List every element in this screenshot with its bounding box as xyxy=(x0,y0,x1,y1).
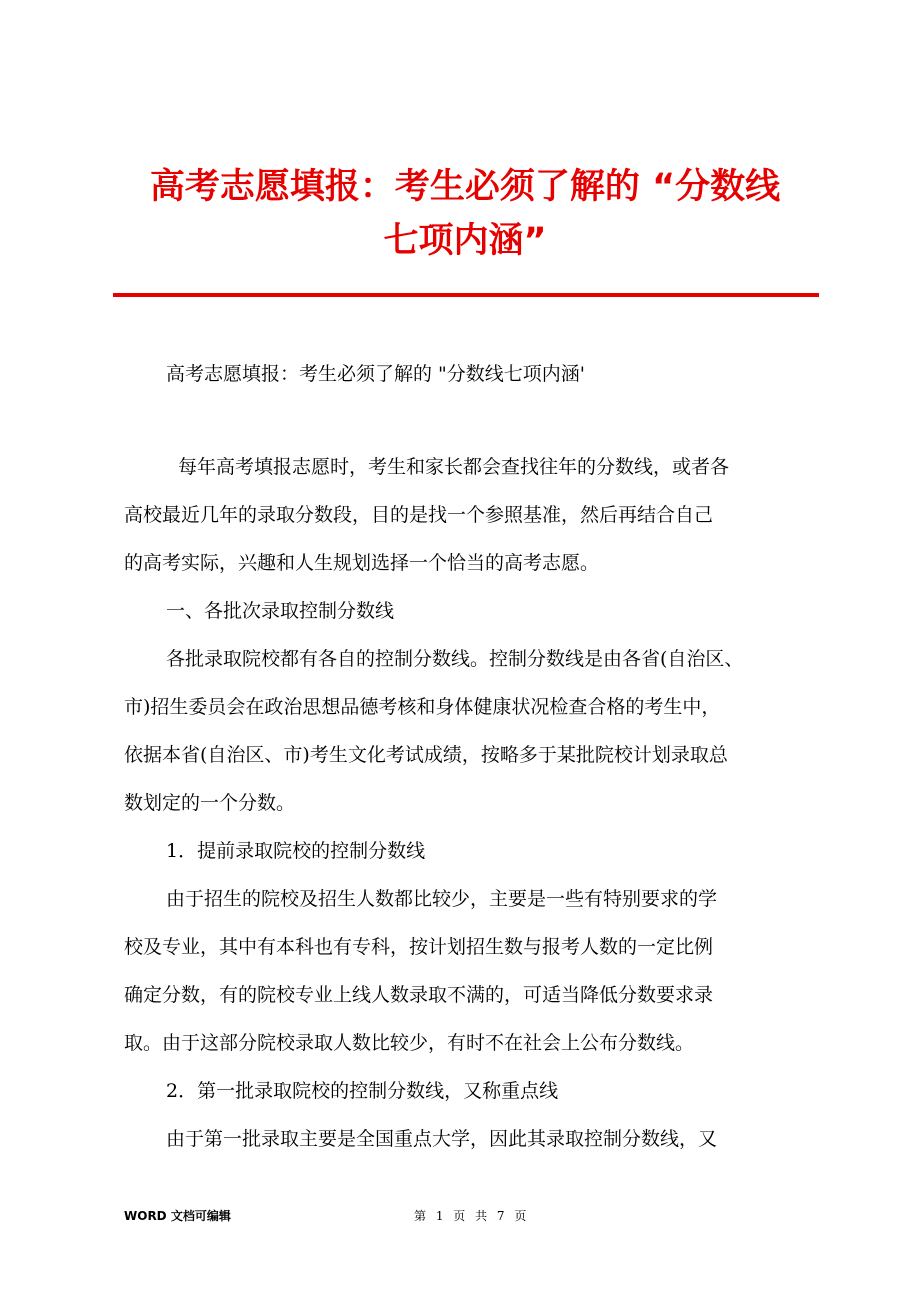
footer-editable-note: WORD 文档可编辑 xyxy=(124,1209,231,1223)
title-line-1: 高考志愿填报：考生必须了解的 “分数线 xyxy=(149,167,781,207)
intro-paragraph xyxy=(124,443,824,587)
item1-heading xyxy=(124,827,824,875)
item1-line-3: 确定分数，有的院校专业上线人数录取不满的，可适当降低分数要求录 xyxy=(124,984,714,1006)
item1-paragraph xyxy=(124,875,824,1067)
intro-line-2: 高校最近几年的录取分数段，目的是找一个参照基准，然后再结合自己 xyxy=(124,504,714,526)
subtitle-paragraph xyxy=(124,350,824,398)
item1-line-2: 校及专业，其中有本科也有专科，按计划招生数与报考人数的一定比例 xyxy=(124,936,714,958)
title-underline-rule xyxy=(113,293,819,297)
item2-line-1: 由于第一批录取主要是全国重点大学，因此其录取控制分数线，又 xyxy=(166,1128,718,1150)
intro-line-1: 每年高考填报志愿时，考生和家长都会查找往年的分数线，或者各 xyxy=(178,456,730,478)
section1-heading xyxy=(124,587,824,635)
item2-paragraph xyxy=(124,1115,824,1163)
title-line-2: 七项内涵” xyxy=(383,221,547,261)
item2-heading-text: 2．第一批录取院校的控制分数线，又称重点线 xyxy=(166,1080,559,1102)
section1-heading-text: 一、各批次录取控制分数线 xyxy=(166,600,395,622)
section1-line-4: 数划定的一个分数。 xyxy=(124,792,296,814)
footer-page-number: 第 1 页 共 7 页 xyxy=(414,1209,530,1223)
section1-paragraph xyxy=(124,635,824,827)
subtitle-text: 高考志愿填报：考生必须了解的 "分数线七项内涵' xyxy=(166,363,586,385)
section1-line-2: 市)招生委员会在政治思想品德考核和身体健康状况检查合格的考生中， xyxy=(124,696,721,718)
intro-line-3: 的高考实际，兴趣和人生规划选择一个恰当的高考志愿。 xyxy=(124,552,600,574)
section1-line-3: 依据本省(自治区、市)考生文化考试成绩，按略多于某批院校计划录取总 xyxy=(124,744,728,766)
item1-heading-text: 1．提前录取院校的控制分数线 xyxy=(166,840,426,862)
item2-heading xyxy=(124,1067,824,1115)
document-title xyxy=(110,160,820,268)
item1-line-1: 由于招生的院校及招生人数都比较少，主要是一些有特别要求的学 xyxy=(166,888,718,910)
item1-line-4: 取。由于这部分院校录取人数比较少，有时不在社会上公布分数线。 xyxy=(124,1032,695,1054)
section1-line-1: 各批录取院校都有各自的控制分数线。控制分数线是由各省(自治区、 xyxy=(166,648,744,670)
